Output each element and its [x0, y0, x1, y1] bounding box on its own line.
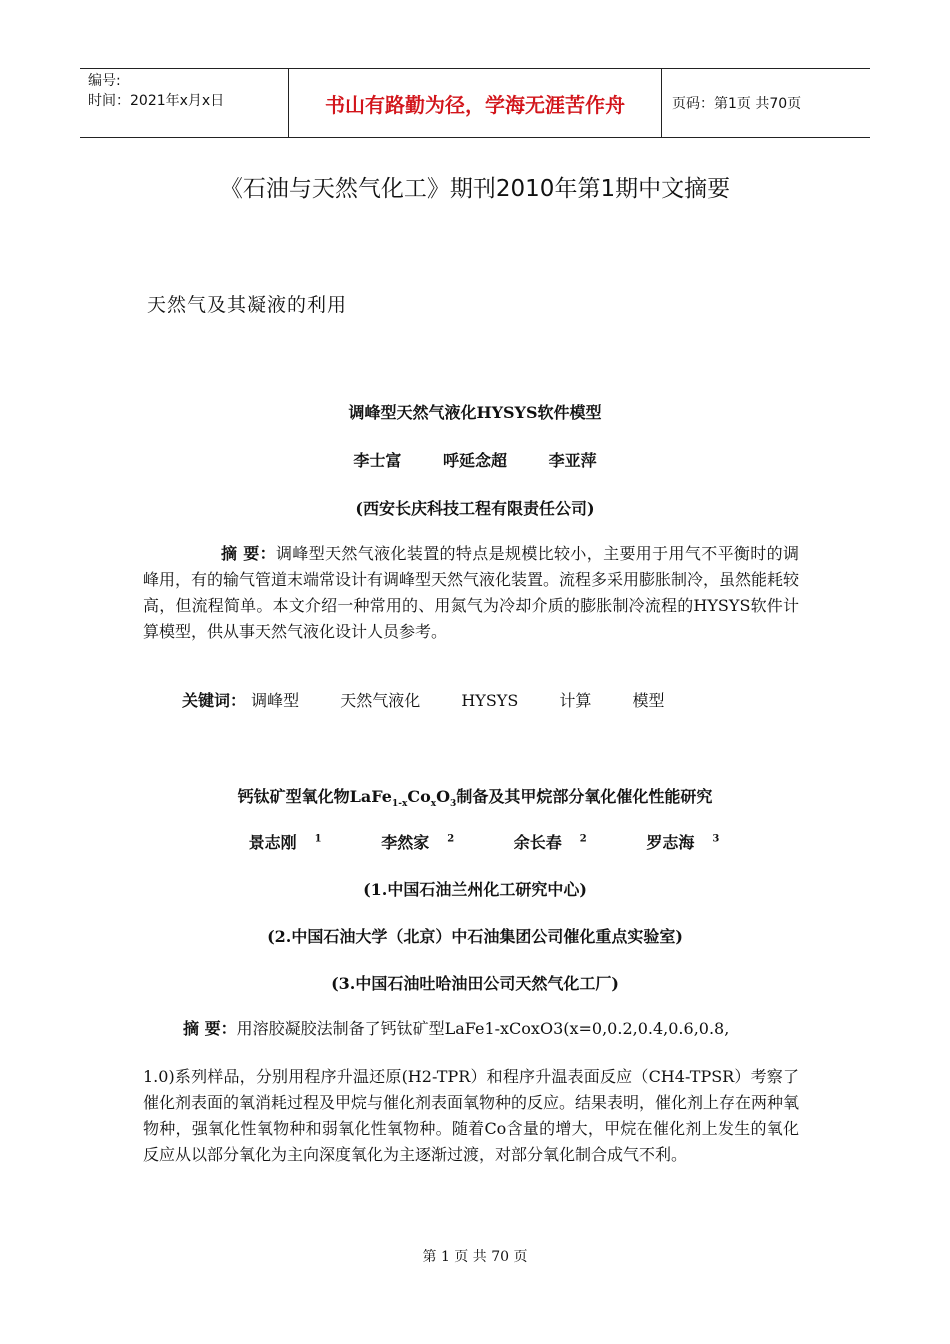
abstract-text: 调峰型天然气液化装置的特点是规模比较小，主要用于用气不平衡时的调峰用，有的输气管道末端常设计有调峰型天然气液化装置。流程多采用膨胀制冷，虽然能耗较高，但流程简单。本文介绍一种常用的、用氮气为冷却介质的膨胀制冷流程的HYSYS软件计算模型，供从事天然气液化设计人员参考。: [143, 544, 800, 641]
title-part: 制备及其甲烷部分氧化催化性能研究: [456, 787, 713, 806]
title-part: 钙钛矿型氧化物LaFe: [237, 787, 392, 806]
title-sub: 1-x: [391, 799, 408, 810]
article2-abstract-first-line: [143, 1016, 799, 1042]
article1-keywords: [182, 688, 701, 711]
title-sub: 3: [450, 799, 457, 810]
article2-abstract-body: 1.0)系列样品，分别用程序升温还原(H2-TPR）和程序升温表面反应（CH4-TPSR）考察了催化剂表面的氧消耗过程及甲烷与催化剂表面氧物种的反应。结果表明，催化剂上存在两种氧物种，强氧化性氧物种和弱氧化性氧物种。随着Co含量的增大，甲烷在催化剂上发生的氧化反应从以部分氧化为主向深度氧化为主逐渐过渡，对部分氧化制合成气不利。: [143, 1067, 800, 1164]
article1-authors: [0, 448, 950, 471]
article2-title: [0, 784, 950, 809]
keyword: 模型: [632, 691, 665, 710]
author: 余长春 $^2$: [513, 833, 587, 852]
article2-affiliation: (1.中国石油兰州化工研究中心): [363, 880, 587, 899]
section-heading: 天然气及其凝液的利用: [147, 294, 348, 316]
title-part: O: [436, 787, 451, 806]
header-meta: [80, 69, 288, 137]
keywords-label: 关键词：: [182, 691, 247, 710]
article2-affiliation: (2.中国石油大学（北京）中石油集团公司催化重点实验室): [267, 927, 683, 946]
title-sub: x: [430, 799, 437, 810]
article1-affiliation: (西安长庆科技工程有限责任公司): [355, 499, 595, 518]
header-page-info: 页码：第1页 共70页: [672, 96, 802, 112]
author: 李然家 $^2$: [381, 833, 455, 852]
author: 李亚萍: [548, 451, 597, 470]
author: 呼延念超: [442, 451, 507, 470]
header-time: 时间：2021年x月x日: [88, 93, 225, 109]
title-part: Co: [407, 787, 431, 806]
keyword: 天然气液化: [340, 691, 421, 710]
author: 李士富: [353, 451, 402, 470]
keyword: 计算: [559, 691, 592, 710]
article2-authors: [0, 830, 950, 853]
page-header: [80, 68, 870, 138]
keyword: 调峰型: [251, 691, 300, 710]
article1-title: 调峰型天然气液化HYSYS软件模型: [348, 403, 602, 422]
header-number: 编号:: [88, 73, 121, 89]
abstract-label: 摘 要：: [183, 1019, 237, 1038]
page-footer: 第 1 页 共 70 页: [422, 1249, 528, 1265]
abstract-text: 用溶胶凝胶法制备了钙钛矿型LaFe1-xCoxO3(x=0,0.2,0.4,0.6,0.8,: [236, 1019, 730, 1038]
article2-affiliation: (3.中国石油吐哈油田公司天然气化工厂): [331, 974, 619, 993]
article1-abstract: [143, 541, 799, 645]
document-title: 《石油与天然气化工》期刊2010年第1期中文摘要: [219, 176, 731, 202]
header-motto: 书山有路勤为径，学海无涯苦作舟: [288, 69, 662, 137]
keyword: HYSYS: [461, 691, 519, 710]
author: 罗志海 $^3$: [646, 833, 720, 852]
author: 景志刚 $^1$: [248, 833, 322, 852]
abstract-label: 摘 要：: [221, 544, 276, 563]
